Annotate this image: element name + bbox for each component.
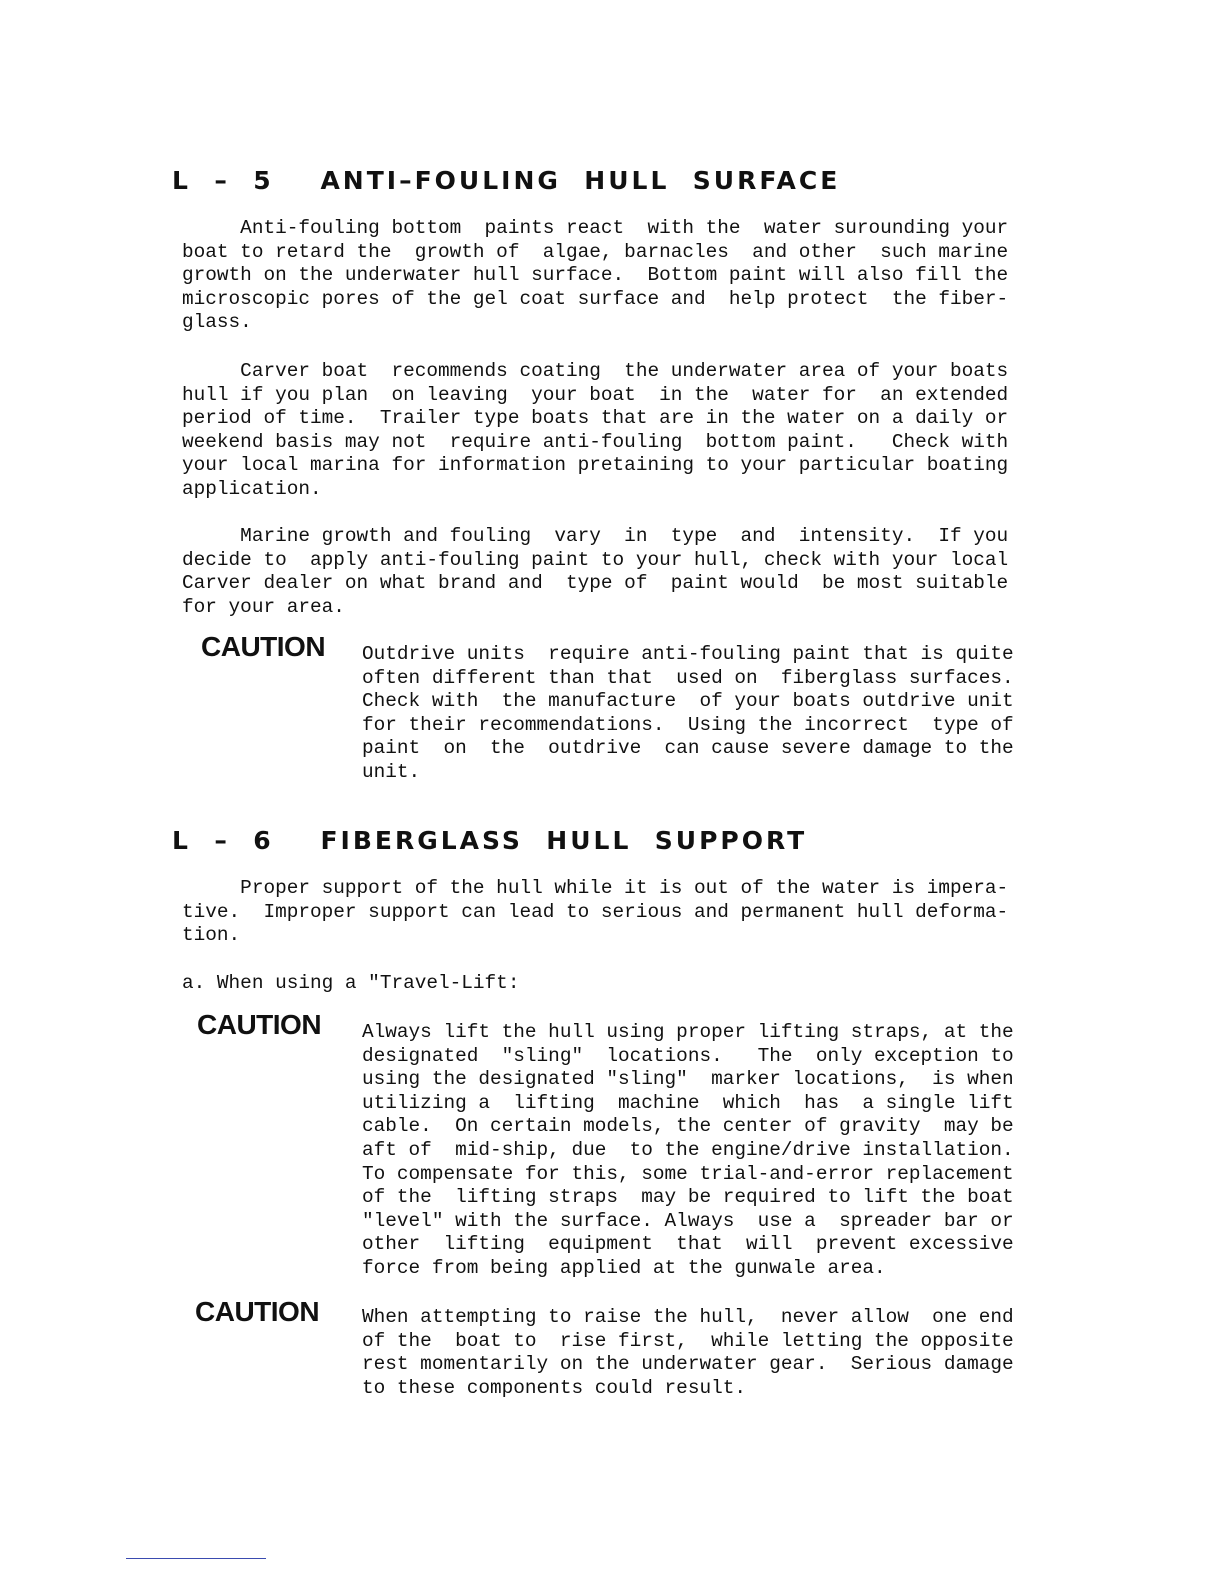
caution-text-raise-hull: When attempting to raise the hull, never allow one end of the boat to rise first, while letting the opposite rest momentarily on the underwater gear. Serious damage to these components could result. — [362, 1306, 1014, 1399]
caution-label-lifting-straps: CAUTION — [197, 1009, 322, 1040]
caution-label-raise-hull: CAUTION — [195, 1296, 320, 1327]
paragraph-carver-recommendation: Carver boat recommends coating the underwater area of your boats hull if you plan on leaving your boat in the water for an extended period of time. Trailer type boats that are in the water on a daily or weekend basis may not require anti-fouling bottom paint. Check with your local marina for information pretaining to your particular boating application. — [182, 360, 1009, 500]
section-heading-l6: L – 6 FIBERGLASS HULL SUPPORT — [172, 826, 808, 855]
list-item-travel-lift: a. When using a "Travel-Lift: — [182, 972, 520, 994]
section-heading-l5: L – 5 ANTI–FOULING HULL SURFACE — [172, 166, 841, 195]
footer-rule — [126, 1558, 266, 1559]
paragraph-hull-support-intro: Proper support of the hull while it is out of the water is impera- tive. Improper support can lead to serious and permanent hull deforma- tion. — [182, 877, 1009, 947]
caution-label-outdrive: CAUTION — [201, 631, 326, 662]
caution-text-lifting-straps: Always lift the hull using proper lifting straps, at the designated "sling" locations. The only exception to using the designated "sling" marker locations, is when utilizing a lifting machine which has a single lift cable. On certain models, the center of gravity may be aft of mid-ship, due to the engine/drive installation. To compensate for this, some trial-and-error replacement of the lifting straps may be required to lift the boat "level" with the surface. Always use a spreader bar or other lifting equipment that will prevent excessive force from being applied at the gunwale area. — [362, 1021, 1014, 1279]
paragraph-marine-growth: Marine growth and fouling vary in type and intensity. If you decide to apply anti-fouling paint to your hull, check with your local Carver dealer on what brand and type of paint would be most suitable for your area. — [182, 525, 1009, 618]
paragraph-antifouling-intro: Anti-fouling bottom paints react with the water surounding your boat to retard the growth of algae, barnacles and other such marine growth on the underwater hull surface. Bottom paint will also fill the microscopic pores of the gel coat surface and help protect the fiber- glass. — [182, 217, 1009, 334]
caution-text-outdrive: Outdrive units require anti-fouling paint that is quite often different than that used on fiberglass surfaces. Check with the manufacture of your boats outdrive unit for their recommendations. Using the incorrect type of paint on the outdrive can cause severe damage to the unit. — [362, 643, 1014, 783]
